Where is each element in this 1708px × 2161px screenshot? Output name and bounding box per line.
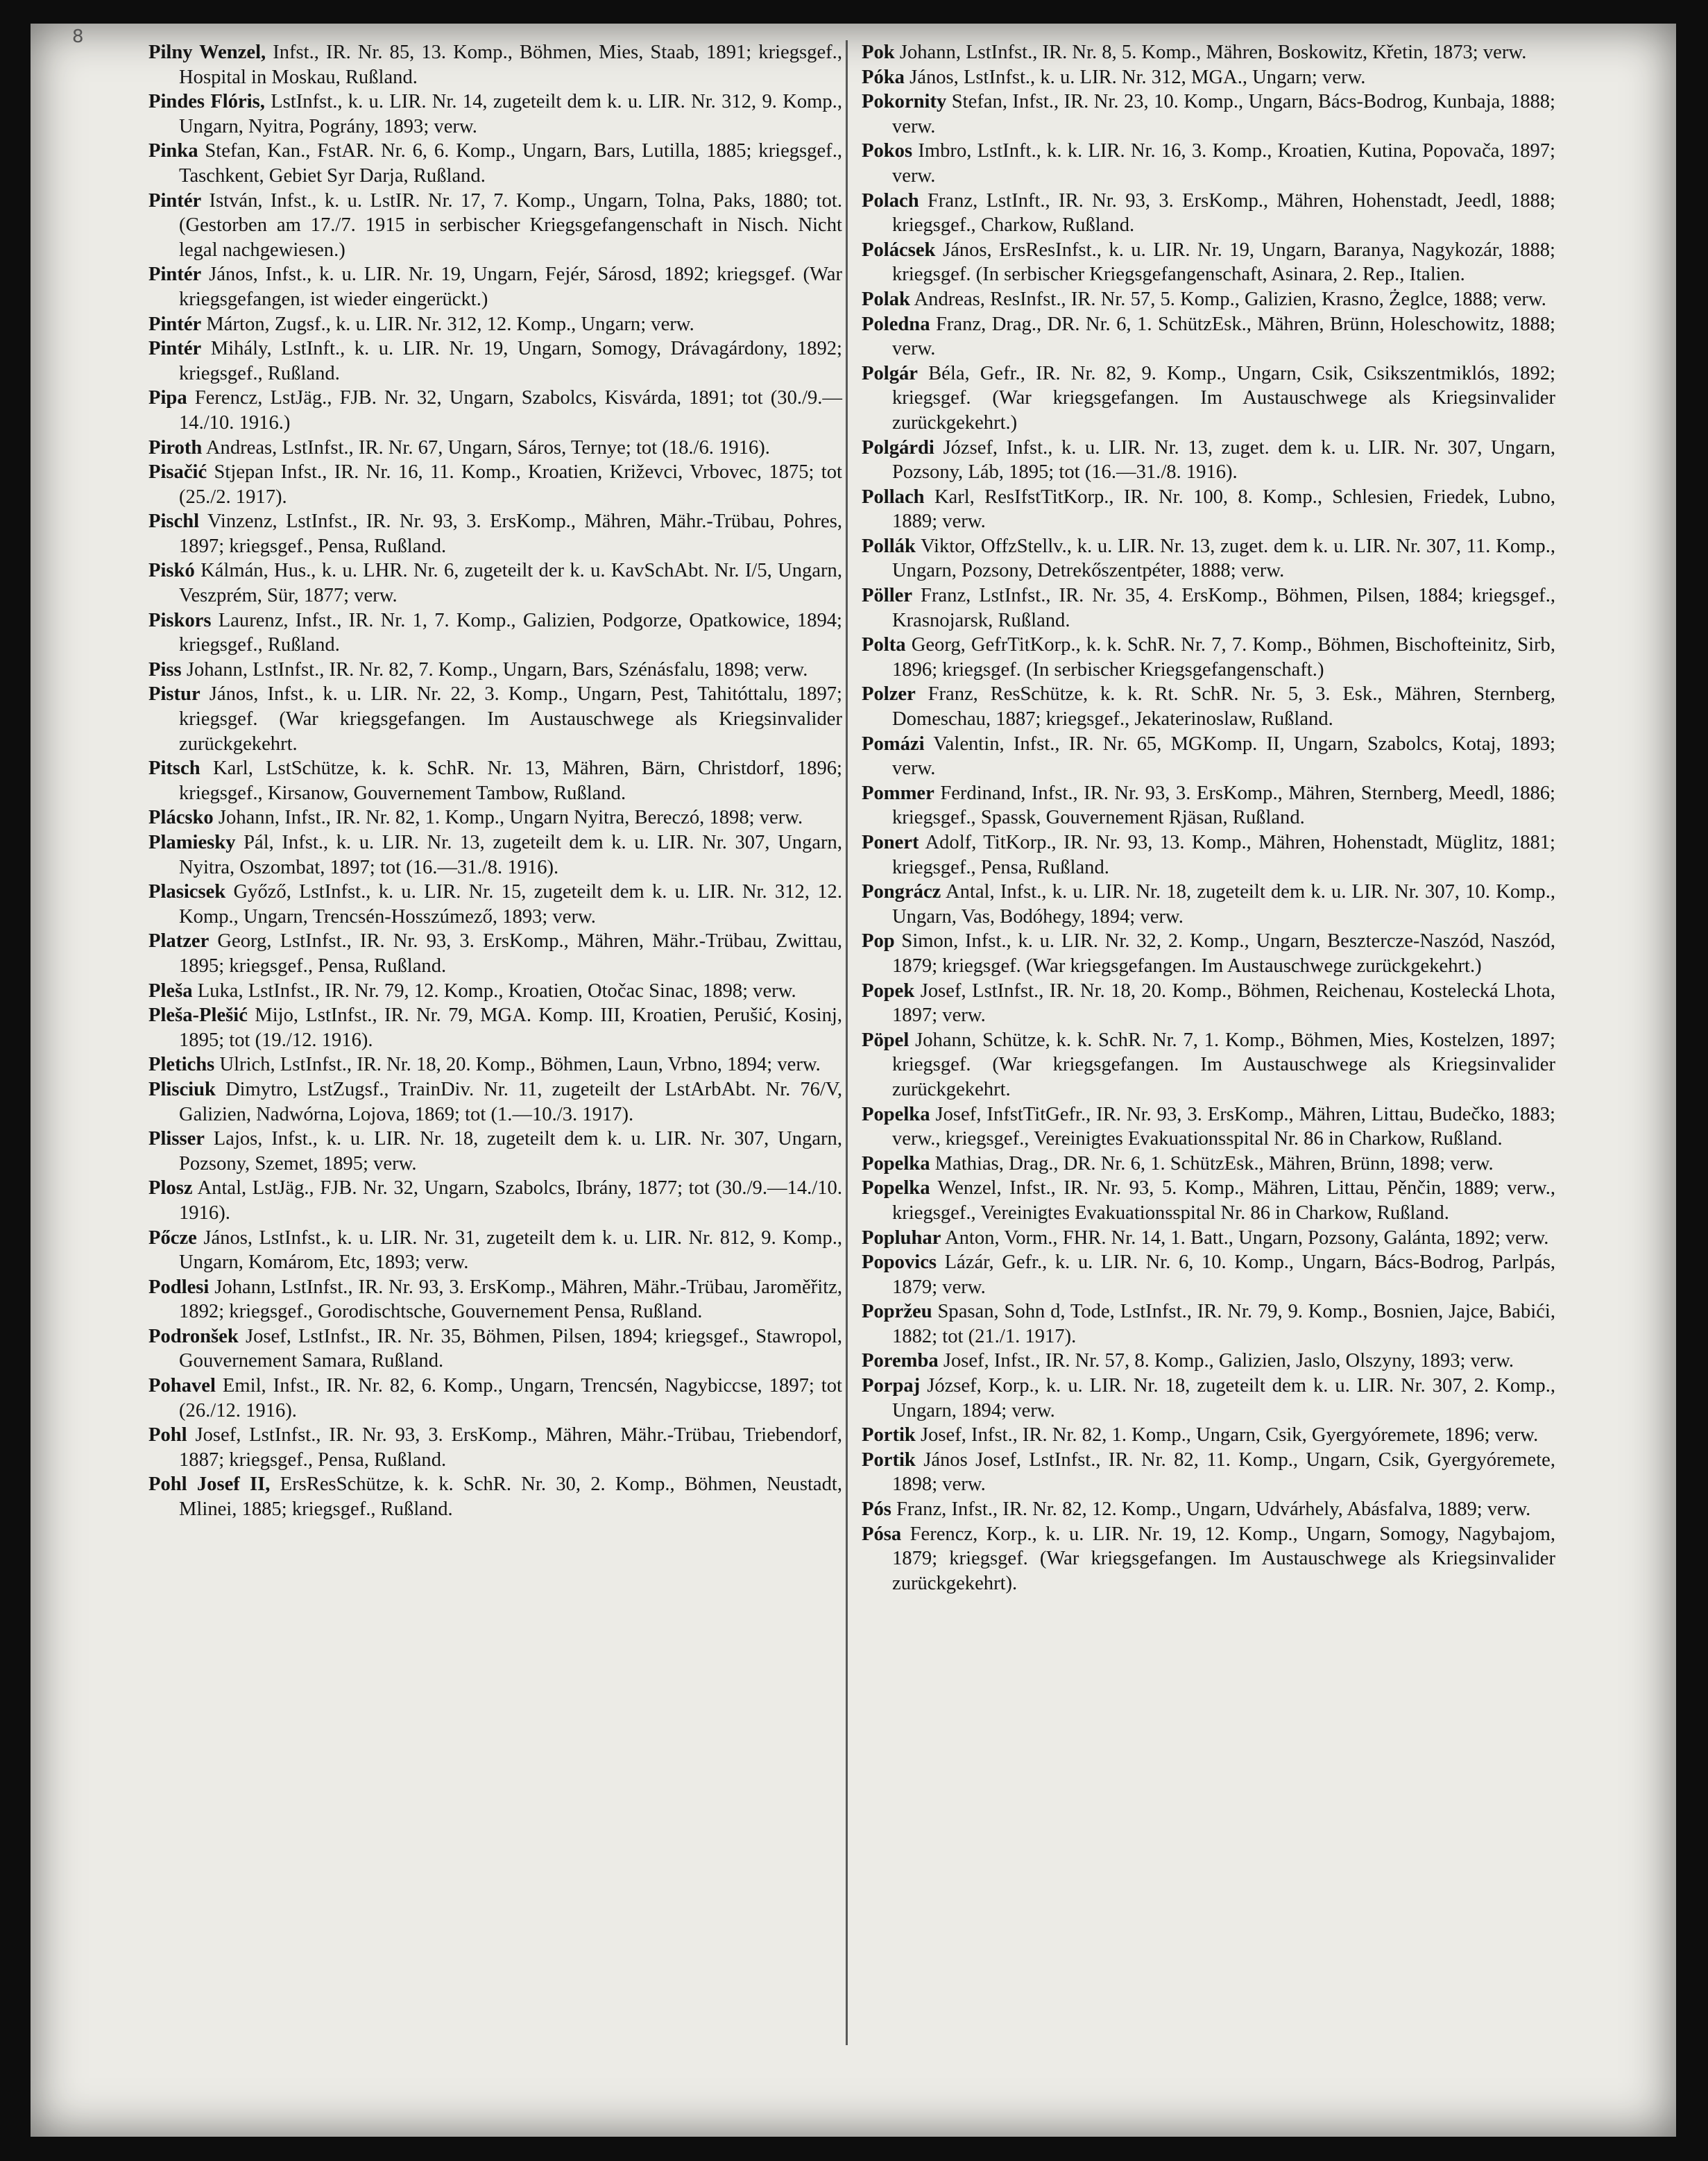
entry-text: Josef, Infst., IR. Nr. 57, 8. Komp., Galizien, Jaslo, Olszyny, 1893; verw. [943, 1350, 1514, 1372]
entry-text: Stefan, Kan., FstAR. Nr. 6, 6. Komp., Ungarn, Bars, Lutilla, 1885; kriegsgef., Taschkent, Gebiet Syr Darja, Rußland. [179, 140, 842, 187]
entry-name: Polgárdi [862, 436, 934, 459]
entry-name: Piss [148, 658, 182, 681]
list-entry [148, 262, 842, 311]
entry-text: János Josef, LstInfst., IR. Nr. 82, 11. Komp., Ungarn, Csik, Gyergyóremete, 1898; verw. [892, 1449, 1556, 1496]
list-entry [148, 139, 842, 188]
entry-text: József, Infst., k. u. LIR. Nr. 13, zuget. dem k. u. LIR. Nr. 307, Ungarn, Pozsony, Láb, 1895; tot (16.—31./8. 1916). [892, 436, 1555, 484]
list-entry [148, 89, 842, 139]
entry-text: János, Infst., k. u. LIR. Nr. 19, Ungarn, Fejér, Sárosd, 1892; kriegsgef. (War kriegsgefangen, ist wieder eingerückt.) [179, 264, 842, 310]
page-number: 8 [72, 26, 84, 47]
list-entry [862, 1250, 1555, 1299]
entry-text: Luka, LstInfst., IR. Nr. 79, 12. Komp., Kroatien, Otočac Sinac, 1898; verw. [197, 980, 796, 1002]
list-entry [148, 1176, 842, 1225]
entry-name: Pisačić [148, 461, 207, 484]
entry-text: Simon, Infst., k. u. LIR. Nr. 32, 2. Komp., Ungarn, Besztercze-Naszód, Naszód, 1879; kriegsgef. (War kriegsgefangen. Im Austauschwege zurückgekehrt.) [892, 930, 1555, 977]
entry-name: Pós [862, 1498, 891, 1521]
entry-name: Pintér [148, 264, 202, 286]
list-entry [862, 139, 1555, 188]
entry-name: Pok [862, 42, 895, 63]
entry-text: Franz, Infst., IR. Nr. 82, 12. Komp., Ungarn, Udvárhely, Abásfalva, 1889; verw. [896, 1498, 1531, 1521]
entry-text: Lajos, Infst., k. u. LIR. Nr. 18, zugeteilt dem k. u. LIR. Nr. 307, Ungarn, Pozsony, Szemet, 1895; verw. [179, 1128, 842, 1175]
entry-text: Viktor, OffzStellv., k. u. LIR. Nr. 13, zuget. dem k. u. LIR. Nr. 307, 11. Komp., Ungarn, Pozsony, Detrekőszentpéter, 1888; verw. [892, 535, 1555, 582]
entry-text: Johann, Infst., IR. Nr. 82, 1. Komp., Ungarn Nyitra, Bereczó, 1898; verw. [218, 807, 803, 829]
entry-name: Pöller [862, 585, 913, 607]
entry-name: Portik [862, 1424, 916, 1446]
entry-name: Pop [862, 930, 895, 953]
list-entry [148, 1374, 842, 1423]
entry-name: Pilny Wenzel, [148, 42, 266, 63]
document-page [31, 24, 1676, 2137]
list-entry [148, 1052, 842, 1077]
entry-name: Ponert [862, 832, 919, 853]
entry-text: János, Infst., k. u. LIR. Nr. 22, 3. Komp., Ungarn, Pest, Tahitóttalu, 1897; kriegsgef. (War kriegsgefangen. Im Austauschwege als Kriegsinvalider zurückgekehrt. [179, 683, 842, 755]
right-column [862, 40, 1555, 1596]
list-entry [862, 1448, 1555, 1497]
entry-name: Pindes Flóris, [148, 91, 265, 113]
entry-text: Ulrich, LstInfst., IR. Nr. 18, 20. Komp., Böhmen, Laun, Vrbno, 1894; verw. [219, 1054, 821, 1076]
entry-name: Popovics [862, 1252, 937, 1274]
entry-text: Adolf, TitKorp., IR. Nr. 93, 13. Komp., Mähren, Hohenstadt, Müglitz, 1881; kriegsgef., Pensa, Rußland. [892, 832, 1556, 878]
list-entry [862, 1349, 1555, 1374]
entry-text: Márton, Zugsf., k. u. LIR. Nr. 312, 12. Komp., Ungarn; verw. [206, 313, 694, 335]
list-entry [862, 781, 1555, 830]
entry-text: Infst., IR. Nr. 85, 13. Komp., Böhmen, Mies, Staab, 1891; kriegsgef., Hospital in Moskau, Rußland. [179, 42, 842, 88]
list-entry [862, 979, 1555, 1028]
entry-name: Plosz [148, 1177, 193, 1199]
entry-text: Vinzenz, LstInfst., IR. Nr. 93, 3. ErsKomp., Mähren, Mähr.-Trübau, Pohres, 1897; kriegsgef., Pensa, Rußland. [179, 511, 843, 557]
entry-name: Pollák [862, 535, 916, 557]
entry-text: Andreas, LstInfst., IR. Nr. 67, Ungarn, Sáros, Ternye; tot (18./6. 1916). [205, 436, 770, 459]
entry-text: Johann, LstInfst., IR. Nr. 82, 7. Komp., Ungarn, Bars, Szénásfalu, 1898; verw. [186, 658, 808, 681]
entry-text: Karl, LstSchütze, k. k. SchR. Nr. 13, Mähren, Bärn, Christdorf, 1896; kriegsgef., Kirsanow, Gouvernement Tambow, Rußland. [179, 758, 842, 804]
entry-name: Pistur [148, 683, 200, 706]
list-entry [862, 1028, 1555, 1102]
entry-text: Franz, LstInft., IR. Nr. 93, 3. ErsKomp., Mähren, Hohenstadt, Jeedl, 1888; kriegsgef., Charkow, Rußland. [892, 189, 1555, 237]
entry-text: Béla, Gefr., IR. Nr. 82, 9. Komp., Ungarn, Csik, Csikszentmiklós, 1892; kriegsgef. (War kriegsgefangen. Im Austauschwege als Kriegsinvalider zurückgekehrt.) [892, 362, 1555, 434]
entry-text: István, Infst., k. u. LstIR. Nr. 17, 7. Komp., Ungarn, Tolna, Paks, 1880; tot. (Gestorben am 17./7. 1915 in serbischer Kriegsgefangenschaft in Nisch. Nicht legal nachgewiesen.) [179, 189, 842, 261]
entry-name: Polzer [862, 683, 916, 706]
list-entry [148, 658, 842, 683]
entry-text: Győző, LstInfst., k. u. LIR. Nr. 15, zugeteilt dem k. u. LIR. Nr. 312, 12. Komp., Ungarn, Trencsén-Hosszúmező, 1893; verw. [179, 881, 842, 928]
entry-name: Pohavel [148, 1375, 216, 1397]
column-divider [846, 40, 848, 2045]
entry-name: Popelka [862, 1103, 930, 1125]
entry-text: Josef, LstInfst., IR. Nr. 93, 3. ErsKomp., Mähren, Mähr.-Trübau, Triebendorf, 1887; kriegsgef., Pensa, Rußland. [179, 1424, 842, 1471]
entry-name: Pomázi [862, 733, 925, 755]
entry-name: Poledna [862, 313, 930, 335]
entry-text: Laurenz, Infst., IR. Nr. 1, 7. Komp., Galizien, Podgorze, Opatkowice, 1894; kriegsgef., Rußland. [179, 609, 842, 656]
list-entry [148, 608, 842, 658]
list-entry [862, 880, 1555, 929]
entry-text: Johann, LstInfst., IR. Nr. 93, 3. ErsKomp., Mähren, Mähr.-Trübau, Jaroměřitz, 1892; kriegsgef., Gorodischtsche, Gouvernement Pensa, Rußland. [179, 1276, 842, 1323]
entry-text: Stefan, Infst., IR. Nr. 23, 10. Komp., Ungarn, Bács-Bodrog, Kunbaja, 1888; verw. [892, 91, 1555, 137]
list-entry [148, 312, 842, 337]
list-entry [148, 558, 842, 608]
entry-text: Mathias, Drag., DR. Nr. 6, 1. SchützEsk., Mähren, Brünn, 1898; verw. [934, 1152, 1494, 1175]
entry-text: Ferdinand, Infst., IR. Nr. 93, 3. ErsKomp., Mähren, Sternberg, Meedl, 1886; kriegsgef., Spassk, Gouvernement Rjäsan, Rußland. [892, 782, 1555, 829]
entry-name: Pletichs [148, 1054, 215, 1076]
entry-name: Pőcze [148, 1227, 197, 1249]
entry-text: József, Korp., k. u. LIR. Nr. 18, zugeteilt dem k. u. LIR. Nr. 307, 2. Komp., Ungarn, 1894; verw. [892, 1375, 1555, 1421]
entry-name: Popelka [862, 1177, 930, 1199]
entry-name: Plamiesky [148, 832, 236, 853]
entry-text: Josef, LstInfst., IR. Nr. 35, Böhmen, Pilsen, 1894; kriegsgef., Stawropol, Gouvernement Samara, Rußland. [179, 1325, 842, 1372]
list-entry [862, 1374, 1555, 1423]
entry-text: Franz, ResSchütze, k. k. Rt. SchR. Nr. 5, 3. Esk., Mähren, Sternberg, Domeschau, 1887; kriegsgef., Jekaterinoslaw, Rußland. [892, 683, 1555, 731]
list-entry [148, 1077, 842, 1127]
entry-name: Pongrácz [862, 881, 941, 903]
list-entry [862, 534, 1555, 583]
list-entry [148, 1226, 842, 1275]
entry-name: Pintér [148, 338, 202, 360]
entry-name: Podronšek [148, 1325, 239, 1347]
entry-name: Polak [862, 288, 910, 310]
list-entry [148, 1472, 842, 1521]
entry-name: Polácsek [862, 239, 936, 261]
entry-text: Mijo, LstInfst., IR. Nr. 79, MGA. Komp. III, Kroatien, Perušić, Kosinj, 1895; tot (19./12. 1916). [179, 1005, 842, 1051]
entry-name: Pleša-Plešić [148, 1005, 248, 1027]
entry-name: Popluhar [862, 1227, 941, 1249]
entry-name: Pommer [862, 782, 934, 804]
entry-text: Anton, Vorm., FHR. Nr. 14, 1. Batt., Ungarn, Pozsony, Galánta, 1892; verw. [944, 1227, 1549, 1249]
list-entry [862, 929, 1555, 978]
list-entry [148, 460, 842, 509]
list-entry [148, 40, 842, 89]
list-entry [862, 89, 1555, 139]
list-entry [862, 361, 1555, 436]
entry-text: Franz, Drag., DR. Nr. 6, 1. SchützEsk., Mähren, Brünn, Holeschowitz, 1888; verw. [892, 313, 1555, 360]
entry-text: Valentin, Infst., IR. Nr. 65, MGKomp. II, Ungarn, Szabolcs, Kotaj, 1893; verw. [892, 733, 1555, 780]
entry-name: Plisciuk [148, 1078, 216, 1100]
entry-text: Johann, LstInfst., IR. Nr. 8, 5. Komp., Mähren, Boskowitz, Křetin, 1873; verw. [899, 42, 1527, 63]
entry-text: Andreas, ResInfst., IR. Nr. 57, 5. Komp., Galizien, Krasno, Żeglce, 1888; verw. [914, 288, 1546, 310]
entry-name: Pischl [148, 511, 200, 533]
entry-text: Karl, ResIfstTitKorp., IR. Nr. 100, 8. Komp., Schlesien, Friedek, Lubno, 1889; verw. [892, 486, 1555, 533]
entry-name: Pohl Josef II, [148, 1474, 271, 1496]
list-entry [862, 1226, 1555, 1251]
entry-name: Pitsch [148, 758, 200, 780]
list-entry [862, 189, 1555, 238]
list-entry [148, 336, 842, 386]
entry-text: Antal, LstJäg., FJB. Nr. 32, Ungarn, Szabolcs, Ibrány, 1877; tot (30./9.—14./10. 1916). [179, 1177, 842, 1224]
entry-name: Pósa [862, 1523, 902, 1545]
list-entry [148, 1423, 842, 1472]
entry-text: Stjepan Infst., IR. Nr. 16, 11. Komp., Kroatien, Križevci, Vrbovec, 1875; tot (25./2. 1917). [179, 461, 842, 508]
entry-name: Piskó [148, 560, 195, 582]
entry-text: Dimytro, LstZugsf., TrainDiv. Nr. 11, zugeteilt der LstArbAbt. Nr. 76/V, Galizien, Nadwórna, Lojova, 1869; tot (1.—10./3. 1917). [179, 1078, 842, 1125]
entry-name: Póka [862, 66, 905, 88]
list-entry [862, 238, 1555, 287]
entry-name: Pipa [148, 387, 187, 409]
entry-text: Georg, LstInfst., IR. Nr. 93, 3. ErsKomp., Mähren, Mähr.-Trübau, Zwittau, 1895; kriegsgef., Pensa, Rußland. [179, 930, 842, 977]
entry-text: Franz, LstInfst., IR. Nr. 35, 4. ErsKomp., Böhmen, Pilsen, 1884; kriegsgef., Krasnojarsk, Rußland. [892, 585, 1555, 631]
list-entry [862, 65, 1555, 90]
entry-name: Popržeu [862, 1301, 932, 1323]
entry-name: Pinka [148, 140, 198, 162]
list-entry [862, 682, 1555, 731]
entry-name: Pohl [148, 1424, 187, 1446]
entry-text: Kálmán, Hus., k. u. LHR. Nr. 6, zugeteilt der k. u. KavSchAbt. Nr. I/5, Ungarn, Veszprém, Sür, 1877; verw. [179, 560, 842, 607]
list-entry [862, 1152, 1555, 1177]
entry-text: Mihály, LstInft., k. u. LIR. Nr. 19, Ungarn, Somogy, Drávagárdony, 1892; kriegsgef., Rußland. [179, 338, 843, 384]
entry-text: Johann, Schütze, k. k. SchR. Nr. 7, 1. Komp., Böhmen, Mies, Kostelzen, 1897; kriegsgef. (War kriegsgefangen. Im Austauschwege als Kriegsinvalider zurückgekehrt. [892, 1029, 1555, 1100]
list-entry [862, 1102, 1555, 1152]
entry-name: Pokos [862, 140, 913, 162]
entry-name: Plácsko [148, 807, 214, 829]
list-entry [148, 1275, 842, 1324]
list-entry [148, 682, 842, 756]
list-entry [148, 929, 842, 978]
list-entry [862, 1497, 1555, 1522]
list-entry [862, 485, 1555, 534]
list-entry [862, 583, 1555, 633]
list-entry [148, 386, 842, 435]
entry-text: Wenzel, Infst., IR. Nr. 93, 5. Komp., Mähren, Littau, Pěnčin, 1889; verw., kriegsgef., Vereinigtes Evakuationsspital Nr. 86 in Charkow, Rußland. [892, 1177, 1555, 1224]
list-entry [148, 756, 842, 805]
list-entry [148, 805, 842, 830]
entry-name: Pollach [862, 486, 925, 508]
list-entry [148, 1003, 842, 1052]
entry-name: Piroth [148, 436, 203, 459]
entry-text: ErsResSchütze, k. k. SchR. Nr. 30, 2. Komp., Böhmen, Neustadt, Mlinei, 1885; kriegsgef., Rußland. [179, 1474, 842, 1521]
entry-text: LstInfst., k. u. LIR. Nr. 14, zugeteilt dem k. u. LIR. Nr. 312, 9. Komp., Ungarn, Nyitra, Pográny, 1893; verw. [179, 91, 842, 137]
entry-text: Josef, Infst., IR. Nr. 82, 1. Komp., Ungarn, Csik, Gyergyóremete, 1896; verw. [920, 1424, 1539, 1446]
entry-text: Josef, InfstTitGefr., IR. Nr. 93, 3. ErsKomp., Mähren, Littau, Budečko, 1883; verw., kriegsgef., Vereinigtes Evakuationsspital Nr. 86 in Charkow, Rußland. [892, 1103, 1555, 1150]
entry-text: Imbro, LstInft., k. k. LIR. Nr. 16, 3. Komp., Kroatien, Kutina, Popovača, 1897; verw. [892, 140, 1555, 187]
entry-name: Popelka [862, 1152, 930, 1175]
list-entry [862, 1299, 1555, 1349]
list-entry [148, 880, 842, 929]
entry-text: Lázár, Gefr., k. u. LIR. Nr. 6, 10. Komp., Ungarn, Bács-Bodrog, Parlpás, 1879; verw. [892, 1252, 1555, 1298]
entry-name: Polta [862, 634, 906, 656]
list-entry [862, 287, 1555, 312]
entry-name: Pintér [148, 189, 202, 212]
entry-name: Platzer [148, 930, 210, 953]
entry-name: Pintér [148, 313, 202, 335]
list-entry [148, 1127, 842, 1176]
entry-text: Spasan, Sohn d, Tode, LstInfst., IR. Nr. 79, 9. Komp., Bosnien, Jajce, Babići, 1882; tot (21./1. 1917). [892, 1301, 1555, 1347]
list-entry [148, 436, 842, 461]
entry-text: Pál, Infst., k. u. LIR. Nr. 13, zugeteilt dem k. u. LIR. Nr. 307, Ungarn, Nyitra, Oszombat, 1897; tot (16.—31./8. 1916). [179, 832, 842, 878]
entry-text: Antal, Infst., k. u. LIR. Nr. 18, zugeteilt dem k. u. LIR. Nr. 307, 10. Komp., Ungarn, Vas, Bodóhegy, 1894; verw. [892, 881, 1555, 928]
entry-text: János, LstInfst., k. u. LIR. Nr. 31, zugeteilt dem k. u. LIR. Nr. 812, 9. Komp., Ungarn, Komárom, Etc, 1893; verw. [179, 1227, 842, 1274]
list-entry [862, 1176, 1555, 1225]
entry-name: Pokornity [862, 91, 947, 113]
entry-text: János, ErsResInfst., k. u. LIR. Nr. 19, Ungarn, Baranya, Nagykozár, 1888; kriegsgef. (In serbischer Kriegsgefangenschaft, Asinara, 2. Rep., Italien. [892, 239, 1555, 286]
list-entry [862, 1522, 1555, 1596]
list-entry [148, 509, 842, 558]
entry-name: Polgár [862, 362, 918, 384]
entry-text: Ferencz, Korp., k. u. LIR. Nr. 19, 12. Komp., Ungarn, Somogy, Nagybajom, 1879; kriegsgef. (War kriegsgefangen. Im Austauschwege als Kriegsinvalider zurückgekehrt). [892, 1523, 1556, 1594]
list-entry [148, 1324, 842, 1374]
entry-name: Porpaj [862, 1375, 921, 1397]
entry-name: Poremba [862, 1350, 939, 1372]
entry-name: Portik [862, 1449, 916, 1471]
entry-name: Pleša [148, 980, 193, 1002]
entry-name: Popek [862, 980, 915, 1002]
list-entry [862, 732, 1555, 781]
list-entry [862, 436, 1555, 485]
entry-text: Emil, Infst., IR. Nr. 82, 6. Komp., Ungarn, Trencsén, Nagybiccse, 1897; tot (26./12. 1916). [179, 1375, 842, 1421]
entry-name: Pöpel [862, 1029, 909, 1051]
list-entry [862, 633, 1555, 682]
list-entry [862, 1423, 1555, 1448]
list-entry [148, 979, 842, 1004]
entry-name: Polach [862, 189, 919, 212]
entry-name: Plasicsek [148, 881, 226, 903]
entry-name: Piskors [148, 609, 212, 631]
list-entry [862, 40, 1555, 65]
entry-text: Georg, GefrTitKorp., k. k. SchR. Nr. 7, 7. Komp., Böhmen, Bischofteinitz, Sirb, 1896; kriegsgef. (In serbischer Kriegsgefangenschaft.) [892, 634, 1555, 681]
entry-name: Plisser [148, 1128, 205, 1150]
left-column [148, 40, 842, 1522]
list-entry [862, 830, 1555, 880]
entry-text: Josef, LstInfst., IR. Nr. 18, 20. Komp., Böhmen, Reichenau, Kostelecká Lhota, 1897; verw. [892, 980, 1555, 1027]
entry-text: Ferencz, LstJäg., FJB. Nr. 32, Ungarn, Szabolcs, Kisvárda, 1891; tot (30./9.—14./10. 1916.) [179, 387, 842, 434]
list-entry [862, 312, 1555, 361]
list-entry [148, 830, 842, 880]
entry-text: János, LstInfst., k. u. LIR. Nr. 312, MGA., Ungarn; verw. [909, 66, 1366, 88]
list-entry [148, 189, 842, 263]
entry-name: Podlesi [148, 1276, 210, 1298]
